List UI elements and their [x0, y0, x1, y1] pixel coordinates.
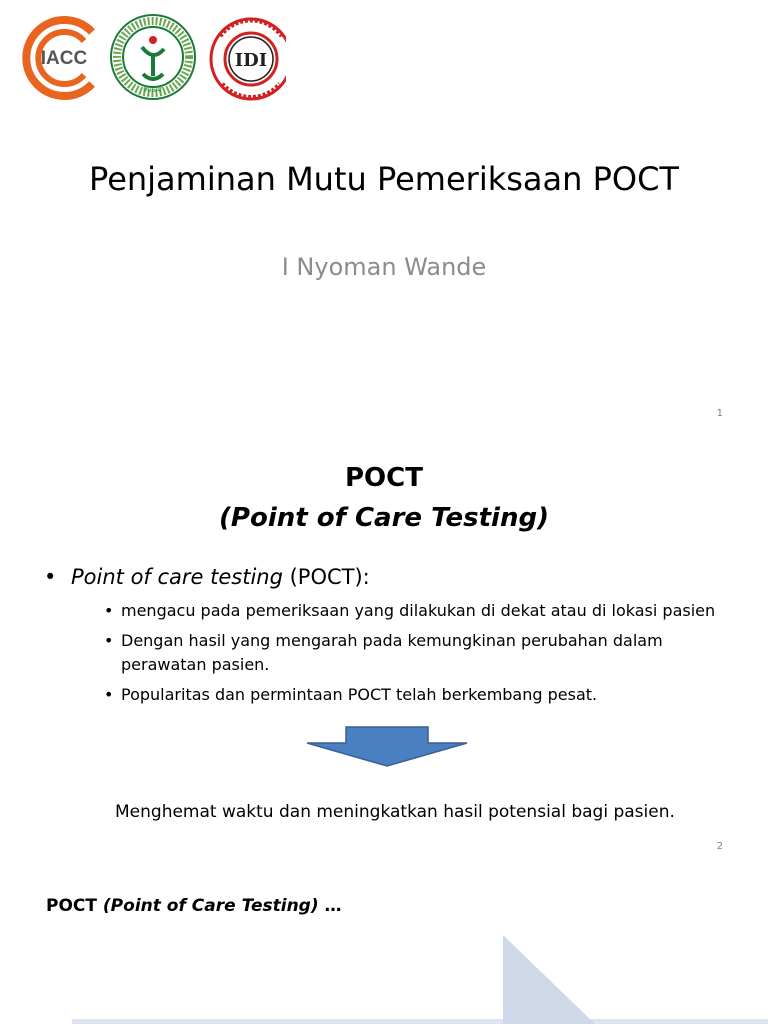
- slide2-title-line1: POCT: [345, 463, 423, 493]
- sub-bullet-list: [44, 599, 744, 707]
- iacc-logo: [26, 20, 92, 96]
- down-arrow-icon: [306, 726, 470, 772]
- iacc-logo-text: IACC: [40, 48, 88, 69]
- sub-bullet: • mengacu pada pemeriksaan yang dilakukan di dekat atau di lokasi pasien: [104, 599, 744, 623]
- slide2-title: [0, 458, 768, 538]
- main-bullet-italic: Point of care testing: [71, 565, 283, 589]
- slide3-heading-italic: (Point of Care Testing): [102, 896, 319, 916]
- slide2-bullets: [44, 565, 744, 713]
- page-number-2: 2: [716, 841, 723, 852]
- main-bullet: [44, 565, 744, 589]
- idi-center-text: IDI: [234, 50, 268, 71]
- idi-logo: [211, 19, 286, 99]
- slide1-author: I Nyoman Wande: [281, 253, 487, 281]
- page-number-1: 1: [716, 408, 723, 419]
- sub-bullet: • Popularitas dan permintaan POCT telah berkembang pesat.: [104, 683, 744, 707]
- slide2-title-line2: (Point of Care Testing): [219, 503, 549, 533]
- main-bullet-rest: (POCT):: [282, 565, 370, 589]
- logo-group: [14, 14, 286, 102]
- patklin-logo: [111, 15, 195, 99]
- slide2-conclusion: Menghemat waktu dan meningkatkan hasil potensial bagi pasien.: [115, 802, 675, 822]
- slide3-heading-tail: …: [318, 896, 342, 916]
- patklin-bottom-text: PUSAT: [143, 88, 163, 94]
- slide3-decoration: [0, 930, 768, 1028]
- slide3-heading-bold: POCT: [46, 896, 103, 916]
- logos-svg: [14, 14, 286, 102]
- slide3-heading: [46, 896, 342, 916]
- sub-bullet: • Dengan hasil yang mengarah pada kemungkinan perubahan dalam perawatan pasien.: [104, 629, 744, 677]
- slide1-title: Penjaminan Mutu Pemeriksaan POCT: [89, 160, 679, 198]
